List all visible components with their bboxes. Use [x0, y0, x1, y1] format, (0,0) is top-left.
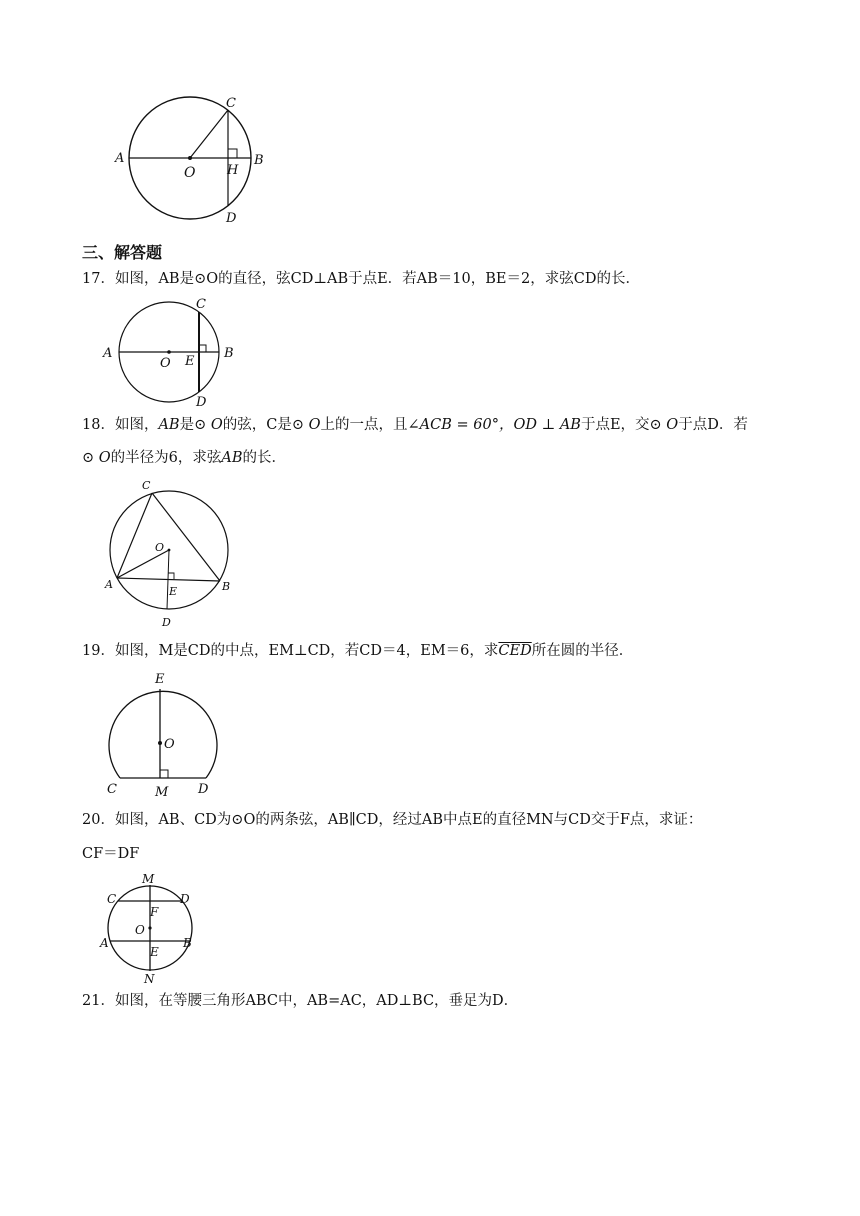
q18-text: 的弦，C是	[222, 417, 292, 433]
q18-math: ⊙ O	[194, 417, 223, 433]
label-a: A	[100, 936, 109, 950]
label-o: O	[164, 737, 175, 752]
figure-18-circle-diagram	[100, 478, 240, 628]
section-title: 三、解答题	[82, 243, 163, 262]
label-e: E	[150, 945, 159, 959]
label-d: D	[198, 782, 209, 797]
label-c: C	[107, 892, 117, 906]
label-b: B	[222, 580, 231, 593]
q19-text: 所在圆的半径．	[531, 643, 634, 659]
label-n: N	[144, 972, 155, 986]
q18-math: ∠ACB = 60°，OD ⊥ AB	[407, 417, 581, 433]
label-o: O	[160, 356, 171, 371]
question-20-line-1: 20．如图，AB、CD为⊙O的两条弦，AB∥CD，经过AB中点E的直径MN与CD交于F点，求证：	[82, 812, 703, 828]
q18-text: 是	[179, 417, 195, 433]
label-c: C	[226, 96, 236, 111]
q18-math: ⊙ O	[82, 450, 111, 466]
figure-20-circle-diagram	[98, 870, 208, 988]
label-d: D	[180, 892, 190, 906]
q18-text: 于点D．若	[678, 417, 748, 433]
q18-math: AB	[158, 417, 180, 433]
label-c: C	[142, 479, 151, 492]
q18-text: 上的一点，且	[320, 417, 408, 433]
label-c: C	[107, 782, 117, 797]
label-e: E	[185, 354, 195, 369]
q18-text: 于点E，交	[580, 417, 650, 433]
q18-math: ⊙ O	[291, 417, 321, 433]
label-d: D	[226, 211, 237, 226]
question-21: 21．如图，在等腰三角形ABC中，AB=AC，AD⊥BC，垂足为D．	[82, 993, 519, 1009]
label-a: A	[105, 578, 113, 591]
question-17: 17．如图，AB是⊙O的直径，弦CD⊥AB于点E．若AB＝10，BE＝2，求弦CD的长．	[82, 271, 640, 287]
label-d: D	[196, 395, 207, 410]
question-18-line-1	[82, 409, 782, 442]
label-e: E	[169, 585, 178, 598]
q18-text: 的长．	[242, 450, 287, 466]
label-a: A	[103, 346, 113, 361]
q19-text: 19．如图，M是CD的中点，EM⊥CD，若CD＝4，EM＝6，求	[82, 643, 499, 659]
figure-16-circle-diagram	[110, 92, 280, 227]
label-h: H	[227, 163, 239, 178]
q18-math: ⊙ O	[649, 417, 679, 433]
label-a: A	[115, 151, 125, 166]
label-o: O	[135, 923, 145, 937]
figure-17-circle-diagram	[100, 294, 250, 412]
label-f: F	[150, 905, 159, 919]
question-18-line-2	[82, 442, 782, 475]
figure-19-arc-diagram	[100, 666, 230, 800]
label-c: C	[196, 297, 206, 312]
q18-math: AB	[221, 450, 243, 466]
question-19	[82, 635, 782, 668]
label-m: M	[155, 785, 169, 800]
label-b: B	[183, 936, 192, 950]
label-e: E	[155, 672, 165, 687]
arc-ced: $\overline{CED}$	[498, 643, 532, 659]
label-b: B	[254, 153, 264, 168]
label-b: B	[224, 346, 234, 361]
label-m: M	[142, 872, 155, 886]
q18-text: 18．如图，	[82, 417, 159, 433]
q18-text: 的半径为6，求弦	[110, 450, 222, 466]
label-d: D	[162, 616, 171, 629]
label-o: O	[184, 165, 196, 181]
question-20-line-2: CF＝DF	[82, 846, 140, 862]
label-o: O	[155, 541, 165, 554]
